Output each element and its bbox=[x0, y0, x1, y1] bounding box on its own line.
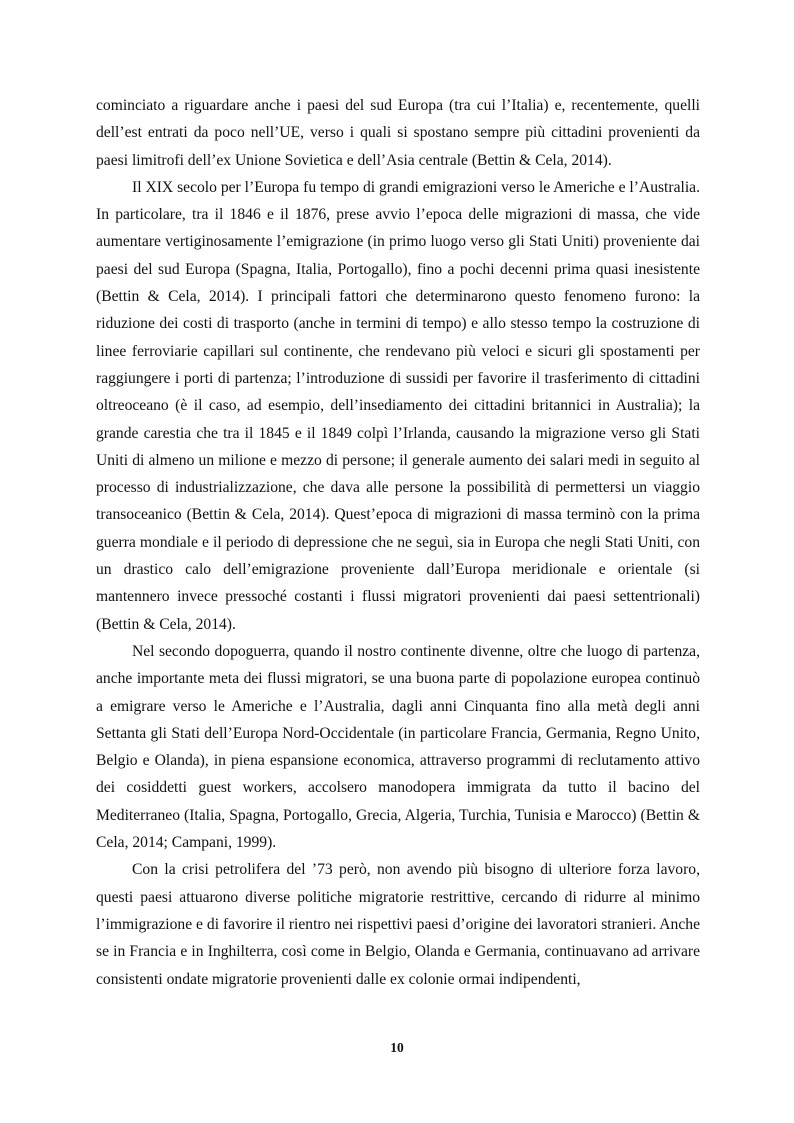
body-text bbox=[96, 92, 700, 993]
paragraph-continued: cominciato a riguardare anche i paesi del sud Europa (tra cui l’Italia) e, recentemente, quelli dell’est entrati da poco nell’UE, verso i quali si spostano sempre più cittadini provenienti da paesi limitrofi dell’ex Unione Sovietica e dell’Asia centrale (Bettin & Cela, 2014). bbox=[96, 97, 700, 169]
paragraph-oil-crisis: Con la crisi petrolifera del ’73 però, non avendo più bisogno di ulteriore forza lavoro, questi paesi attuarono diverse politiche migratorie restrittive, cercando di ridurre al minimo l’immigrazione e di favorire il rientro nei rispettivi paesi d’origine dei lavoratori stranieri. Anche se in Francia e in Inghilterra, così come in Belgio, Olanda e Germania, continuavano ad arrivare consistenti ondate migratorie provenienti dalle ex colonie ormai indipendenti, bbox=[96, 861, 700, 988]
page-number: 10 bbox=[390, 1040, 404, 1055]
paragraph-postwar: Nel secondo dopoguerra, quando il nostro continente divenne, oltre che luogo di partenza, anche importante meta dei flussi migratori, se una buona parte di popolazione europea continuò a emigrare verso le Americhe e l’Australia, dagli anni Cinquanta fino alla metà degli anni Settanta gli Stati dell’Europa Nord-Occidentale (in particolare Francia, Germania, Regno Unito, Belgio e Olanda), in piena espansione economica, attraverso programmi di reclutamento attivo dei cosiddetti guest workers, accolsero manodopera immigrata da tutto il bacino del Mediterraneo (Italia, Spagna, Portogallo, Grecia, Algeria, Turchia, Tunisia e Marocco) (Bettin & Cela, 2014; Campani, 1999). bbox=[96, 642, 700, 852]
paragraph-xix-century: Il XIX secolo per l’Europa fu tempo di grandi emigrazioni verso le Americhe e l’Australia. In particolare, tra il 1846 e il 1876, prese avvio l’epoca delle migrazioni di massa, che vide aumentare vertiginosamente l’emigrazione (in primo luogo verso gli Stati Uniti) proveniente dai paesi del sud Europa (Spagna, Italia, Portogallo), fino a pochi decenni prima quasi inesistente (Bettin & Cela, 2014). I principali fattori che determinarono questo fenomeno furono: la riduzione dei costi di trasporto (anche in termini di tempo) e allo stesso tempo la costruzione di linee ferroviarie capillari sul continente, che rendevano più veloci e sicuri gli spostamenti per raggiungere i porti di partenza; l’introduzione di sussidi per favorire il trasferimento di cittadini oltreoceano (è il caso, ad esempio, dell’insediamento dei cittadini britannici in Australia); la grande carestia che tra il 1845 e il 1849 colpì l’Irlanda, causando la migrazione verso gli Stati Uniti di almeno un milione e mezzo di persone; il generale aumento dei salari medi in seguito al processo di industrializzazione, che dava alle persone la possibilità di permettersi un viaggio transoceanico (Bettin & Cela, 2014). Quest’epoca di migrazioni di massa terminò con la prima guerra mondiale e il periodo di depressione che ne seguì, sia in Europa che negli Stati Uniti, con un drastico calo dell’emigrazione proveniente dall’Europa meridionale e orientale (si mantennero invece pressoché costanti i flussi migratori provenienti dai paesi settentrionali) (Bettin & Cela, 2014). bbox=[96, 178, 700, 633]
